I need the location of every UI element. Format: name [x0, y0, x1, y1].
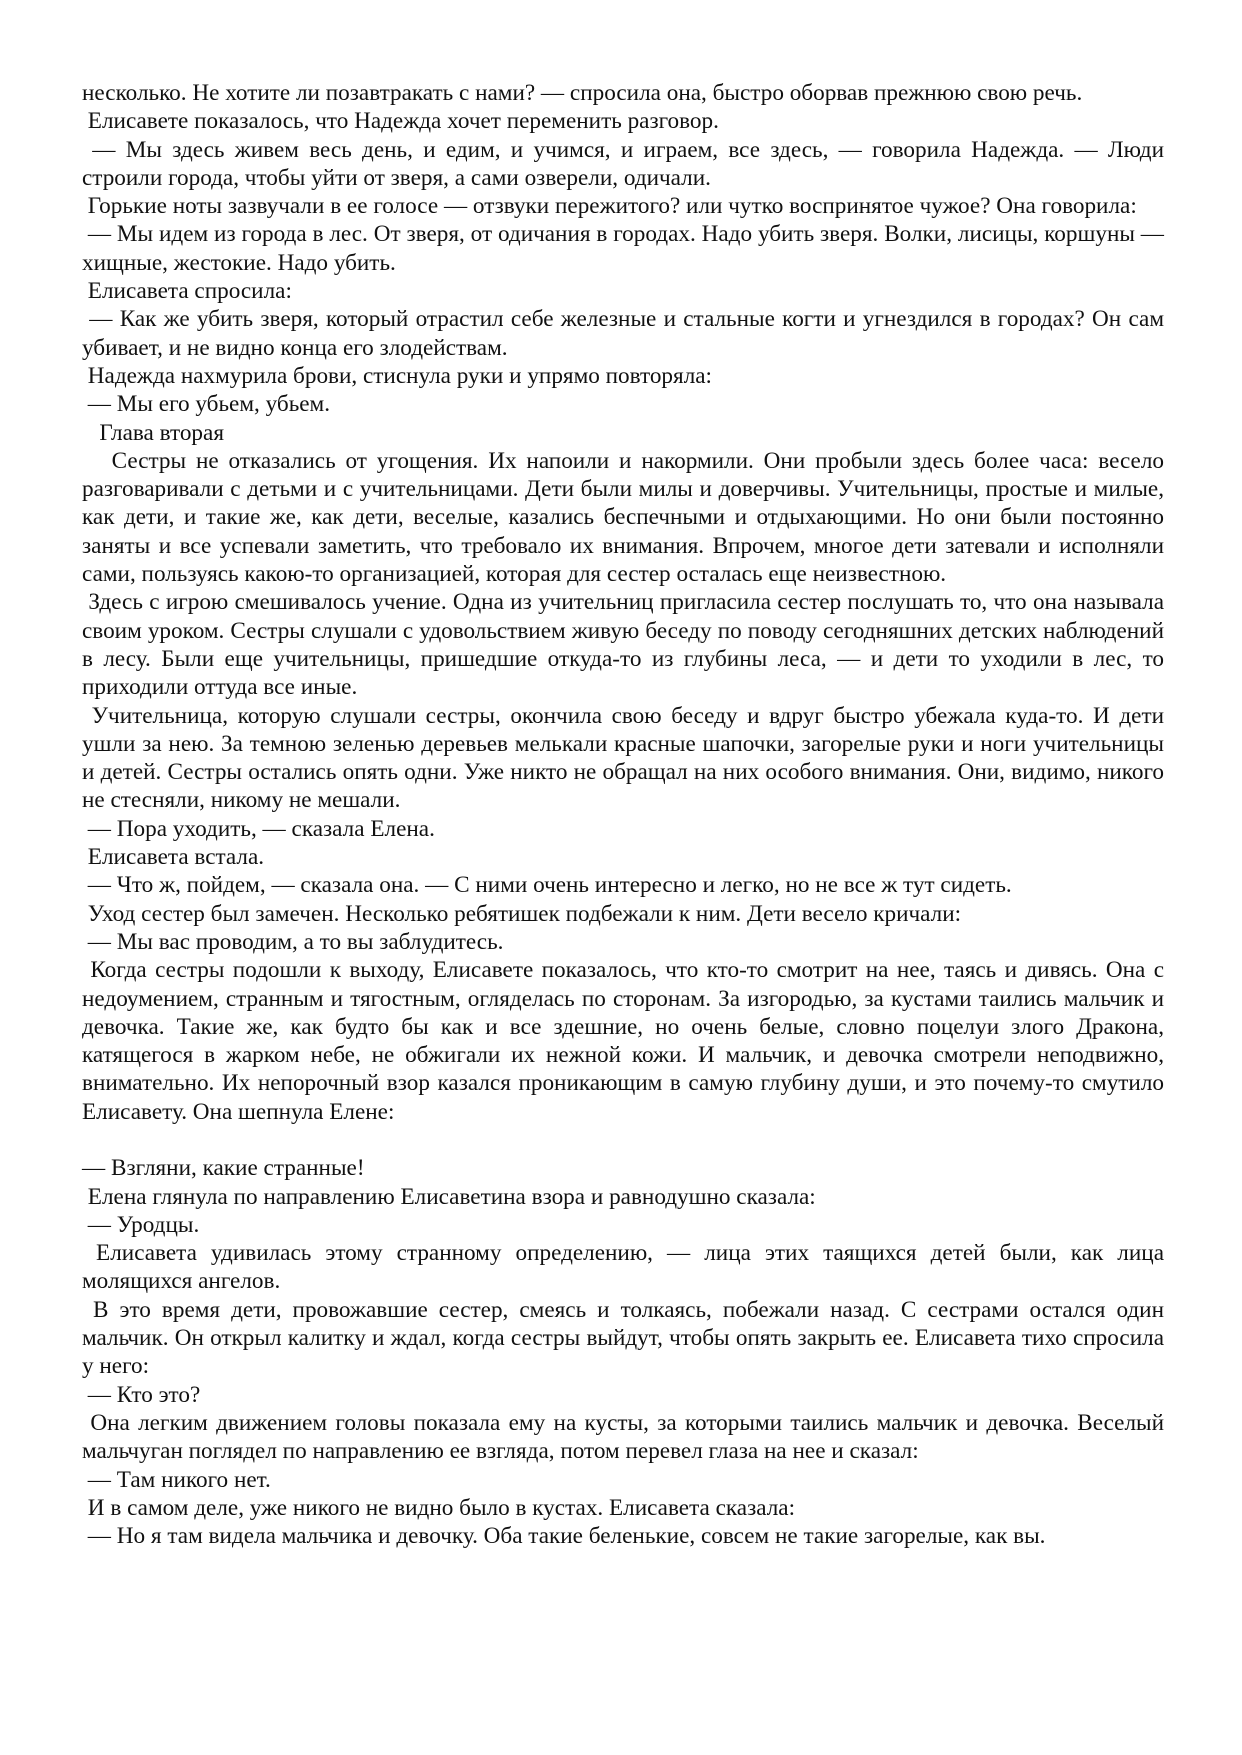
paragraph-29: — Но я там видела мальчика и девочку. Оба такие беленькие, совсем не такие загорелые, как вы.	[82, 1523, 1046, 1550]
paragraph-13: Учительница, которую слушали сестры, окончила свою беседу и вдруг быстро убежала куда-то. И дети ушли за нею. За темною зеленью деревьев мелькали красные шапочки, загорелые руки и ноги учительницы и детей. Сестры остались опять одни. Уже никто не обращал на них особого внимания. Они, видимо, никого не стесняли, никому не мешали.	[82, 702, 1170, 814]
paragraph-14: — Пора уходить, — сказала Елена.	[82, 815, 435, 842]
paragraph-5: — Мы идем из города в лес. От зверя, от одичания в городах. Надо убить зверя. Волки, лисицы, коршуны — хищные, жестокие. Надо убить.	[82, 221, 1170, 276]
paragraph-18: — Мы вас проводим, а то вы заблудитесь.	[82, 928, 504, 955]
paragraph-11: Сестры не отказались от угощения. Их напоили и накормили. Они пробыли здесь более часа: весело разговаривали с детьми и с учительницами. Дети были милы и доверчивы. Учительницы, простые и милые, как дети, и такие же, как дети, веселые, казались беспечными и отдыхающими. Но они были постоянно заняты и все успевали заметить, что требовало их внимания. Впрочем, многое дети затевали и исполняли сами, пользуясь какою-то организацией, которая для сестер осталась еще неизвестною.	[82, 447, 1170, 588]
paragraph-8: Надежда нахмурила брови, стиснула руки и упрямо повторяла:	[82, 362, 713, 389]
paragraph-7: — Как же убить зверя, который отрастил себе железные и стальные когти и угнездился в городах? Он сам убивает, и не видно конца его злодействам.	[82, 306, 1170, 361]
paragraph-12: Здесь с игрою смешивалось учение. Одна из учительниц пригласила сестер послушать то, что она называла своим уроком. Сестры слушали с удовольствием живую беседу по поводу сегодняшних детских наблюдений в лесу. Были еще учительницы, пришедшие откуда-то из глубины леса, — и дети то уходили в лес, то приходили оттуда все иные.	[82, 589, 1170, 701]
chapter-heading: Глава вторая	[82, 419, 224, 446]
paragraph-25: — Кто это?	[82, 1381, 201, 1408]
paragraph-20: — Взгляни, какие странные!	[82, 1155, 365, 1182]
paragraph-22: — Уродцы.	[82, 1211, 200, 1238]
paragraph-1: несколько. Не хотите ли позавтракать с нами? — спросила она, быстро оборвав прежнюю свою речь.	[82, 80, 1083, 106]
paragraph-4: Горькие ноты зазвучали в ее голосе — отзвуки пережитого? или чутко воспринятое чужое? Она говорила:	[82, 193, 1137, 220]
paragraph-23: Елисавета удивилась этому странному определению, — лица этих таящихся детей были, как лица молящихся ангелов.	[82, 1240, 1170, 1295]
paragraph-3: — Мы здесь живем весь день, и едим, и учимся, и играем, все здесь, — говорила Надежда. — Люди строили города, чтобы уйти от зверя, а сами озверели, одичали.	[82, 136, 1170, 191]
paragraph-19: Когда сестры подошли к выходу, Елисавете показалось, что кто-то смотрит на нее, таясь и дивясь. Она с недоумением, странным и тягостным, огляделась по сторонам. За изгородью, за кустами таились мальчик и девочка. Такие же, как будто бы как и все здешние, но очень белые, словно поцелуи злого Дракона, катящегося в жарком небе, не обжигали их нежной кожи. И мальчик, и девочка смотрели неподвижно, внимательно. Их непорочный взор казался проникающим в самую глубину души, и это почему-то смутило Елисавету. Она шепнула Елене:	[82, 957, 1170, 1125]
paragraph-17: Уход сестер был замечен. Несколько ребятишек подбежали к ним. Дети весело кричали:	[82, 900, 962, 927]
paragraph-24: В это время дети, провожавшие сестер, смеясь и толкаясь, побежали назад. С сестрами остался один мальчик. Он открыл калитку и ждал, когда сестры выйдут, чтобы опять закрыть ее. Елисавета тихо спросила у него:	[82, 1296, 1170, 1380]
paragraph-6: Елисавета спросила:	[82, 278, 292, 305]
paragraph-28: И в самом деле, уже никого не видно было в кустах. Елисавета сказала:	[82, 1494, 796, 1521]
paragraph-21: Елена глянула по направлению Елисаветина взора и равнодушно сказала:	[82, 1183, 816, 1210]
paragraph-2: Елисавете показалось, что Надежда хочет переменить разговор.	[82, 108, 719, 135]
document-page	[82, 79, 1170, 1550]
paragraph-15: Елисавета встала.	[82, 844, 265, 871]
paragraph-27: — Там никого нет.	[82, 1466, 271, 1493]
paragraph-26: Она легким движением головы показала ему на кусты, за которыми таились мальчик и девочка. Веселый мальчуган поглядел по направлению ее взгляда, потом перевел глаза на нее и сказал:	[82, 1409, 1170, 1465]
paragraph-16: — Что ж, пойдем, — сказала она. — С ними очень интересно и легко, но не все ж тут сидеть.	[82, 872, 1012, 899]
paragraph-9: — Мы его убьем, убьем.	[82, 391, 331, 418]
